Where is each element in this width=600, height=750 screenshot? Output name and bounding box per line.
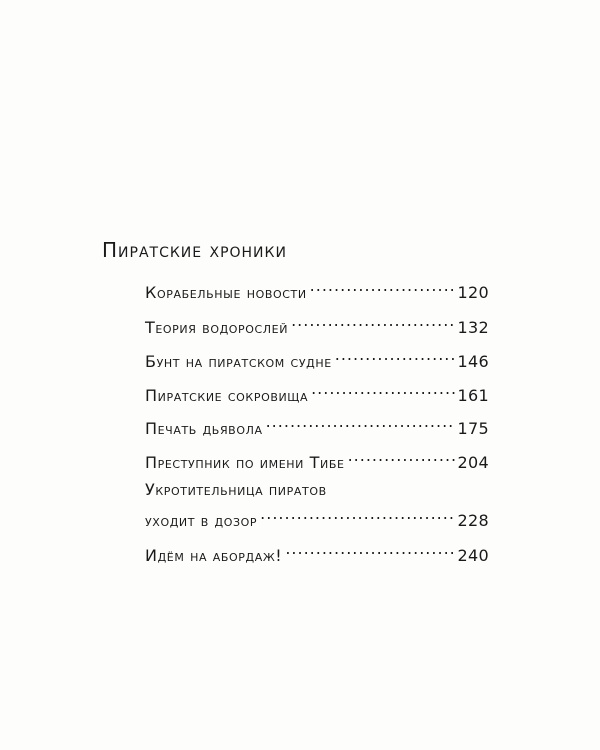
dot-leader [310, 274, 455, 298]
toc-entry-ship-news[interactable] [145, 274, 489, 305]
toc-entry-title: Корабельные новости [145, 283, 307, 302]
toc-entry-pirate-tamer[interactable] [145, 478, 489, 533]
toc-entry-page: 228 [457, 511, 489, 530]
toc-entry-pirate-treasure[interactable] [145, 377, 489, 408]
toc-entry-mutiny[interactable] [145, 343, 489, 374]
dot-leader [291, 309, 454, 333]
toc-entry-page: 146 [457, 352, 489, 371]
toc-entry-seaweed-theory[interactable] [145, 309, 489, 340]
dot-leader [335, 343, 455, 367]
toc-entry-page: 120 [457, 283, 489, 302]
dot-leader [311, 377, 454, 401]
dot-leader [260, 502, 454, 526]
toc-entry-page: 204 [457, 453, 489, 472]
toc-entry-criminal-tibe[interactable] [145, 444, 489, 475]
toc-entry-title-line2: уходит в дозор [145, 511, 258, 530]
toc-entry-title: Пиратские сокровища [145, 386, 309, 405]
toc-entry-page: 175 [457, 419, 489, 438]
toc-entry-boarding[interactable] [145, 537, 489, 568]
toc-entry-title: Преступник по имени Тибе [145, 453, 345, 472]
toc-entry-page: 132 [457, 318, 489, 337]
toc-entry-devils-seal[interactable] [145, 410, 489, 441]
toc-entry-title: Теория водорослей [145, 318, 289, 337]
toc-entry-title-line1: Укротительница пиратов [145, 480, 327, 499]
dot-leader [348, 444, 455, 468]
dot-leader [285, 537, 454, 561]
toc-entry-title: Бунт на пиратском судне [145, 352, 332, 371]
toc-entry-title: Печать дьявола [145, 419, 263, 438]
section-title: Пиратские хроники [102, 238, 287, 262]
dot-leader [266, 410, 455, 434]
toc-entry-page: 240 [457, 546, 489, 565]
toc-entry-title: Идём на абордаж! [145, 546, 283, 565]
toc-entry-page: 161 [457, 386, 489, 405]
